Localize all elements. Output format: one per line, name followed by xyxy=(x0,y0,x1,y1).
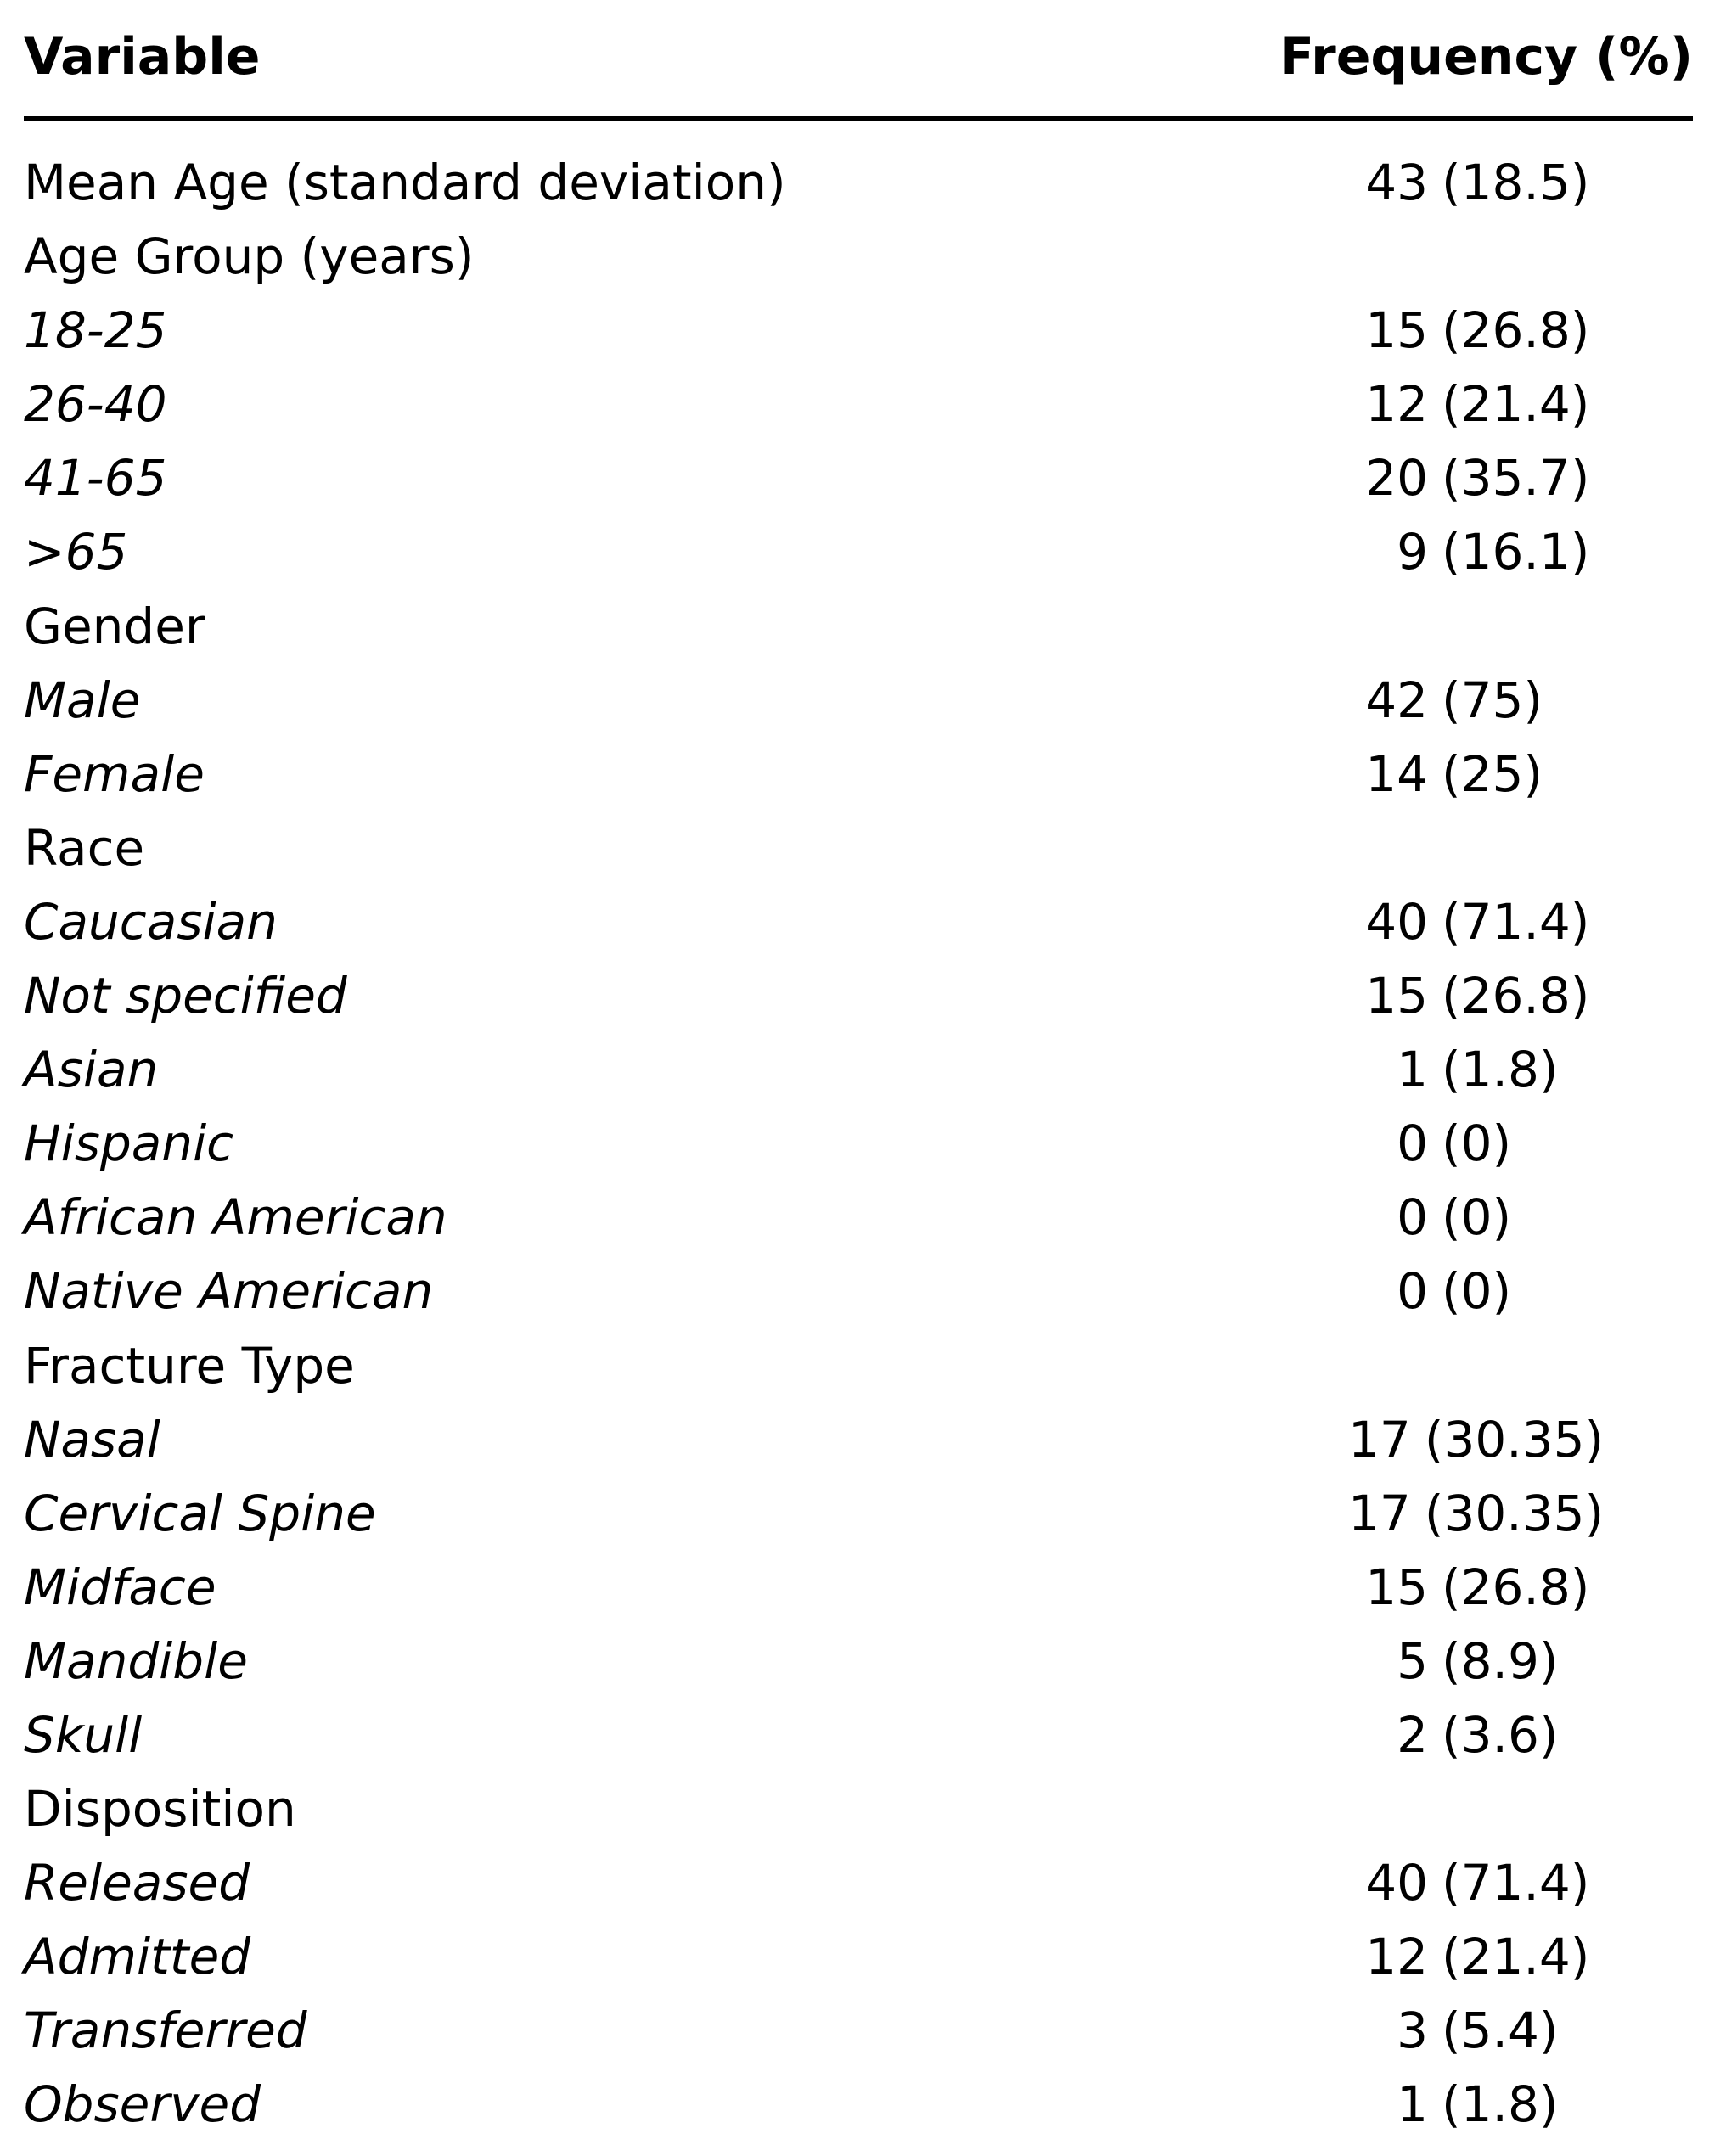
row-frequency xyxy=(1348,1107,1603,1181)
row-label: Transferred xyxy=(24,2002,307,2060)
table-row xyxy=(24,1477,1693,1551)
row-percent: (30.35) xyxy=(1424,1410,1605,1468)
table-row xyxy=(24,515,1693,589)
row-frequency xyxy=(1348,1181,1603,1255)
row-label: Skull xyxy=(24,1705,143,1764)
row-percent: (71.4) xyxy=(1442,892,1590,951)
table-row xyxy=(24,1255,1693,1328)
row-count: 14 xyxy=(1365,744,1428,803)
table-group-row xyxy=(24,220,1693,294)
row-count: 0 xyxy=(1397,1262,1428,1321)
table-row xyxy=(24,441,1693,515)
row-label: Admitted xyxy=(24,1928,251,1986)
row-frequency xyxy=(1348,1477,1603,1551)
row-count: 42 xyxy=(1365,671,1428,729)
table-row xyxy=(24,1625,1693,1698)
row-percent: (25) xyxy=(1442,744,1543,803)
row-label: Not specified xyxy=(24,967,347,1025)
row-percent: (3.6) xyxy=(1442,1705,1559,1764)
row-count: 2 xyxy=(1397,1705,1428,1764)
row-count: 15 xyxy=(1365,967,1428,1025)
row-label: African American xyxy=(24,1188,447,1247)
row-frequency xyxy=(1348,2068,1603,2142)
table-group-row xyxy=(24,1329,1693,1403)
table-group-row xyxy=(24,146,1693,220)
row-frequency xyxy=(1348,294,1603,368)
row-label: Nasal xyxy=(24,1410,160,1468)
table-group-row xyxy=(24,590,1693,664)
row-label: Cervical Spine xyxy=(24,1484,376,1542)
row-count: 1 xyxy=(1397,2075,1428,2134)
row-percent: (8.9) xyxy=(1442,1631,1559,1690)
table-row xyxy=(24,1846,1693,1920)
table-row xyxy=(24,294,1693,368)
header-variable: Variable xyxy=(24,27,261,87)
table-row xyxy=(24,885,1693,959)
row-label: Released xyxy=(24,1854,250,1912)
row-frequency xyxy=(1348,738,1603,811)
row-count: 0 xyxy=(1397,1114,1428,1173)
row-label: Female xyxy=(24,744,205,803)
row-percent: (16.1) xyxy=(1442,523,1590,581)
table-group-row xyxy=(24,811,1693,885)
row-count: 1 xyxy=(1397,1041,1428,1099)
table-body xyxy=(24,146,1693,2142)
row-label: Disposition xyxy=(24,1780,296,1839)
row-percent: (21.4) xyxy=(1442,375,1590,434)
row-percent: (5.4) xyxy=(1442,2002,1559,2060)
row-frequency xyxy=(1348,959,1603,1033)
row-frequency xyxy=(1348,146,1603,220)
row-label: Male xyxy=(24,671,141,729)
row-count: 3 xyxy=(1397,2002,1428,2060)
demographics-table xyxy=(24,0,1693,2142)
row-percent: (18.5) xyxy=(1442,154,1590,211)
row-percent: (26.8) xyxy=(1442,967,1590,1025)
row-label: Race xyxy=(24,818,145,877)
table-row xyxy=(24,1920,1693,1994)
row-percent: (1.8) xyxy=(1442,2075,1559,2134)
row-label: >65 xyxy=(24,523,128,581)
row-frequency xyxy=(1348,515,1603,589)
row-frequency xyxy=(1348,1625,1603,1698)
row-count: 15 xyxy=(1365,1558,1428,1616)
row-count: 17 xyxy=(1348,1484,1411,1542)
row-label: Mandible xyxy=(24,1631,248,1690)
row-count: 40 xyxy=(1365,892,1428,951)
table-row xyxy=(24,738,1693,811)
row-count: 15 xyxy=(1365,301,1428,360)
row-percent: (0) xyxy=(1442,1188,1512,1247)
row-label: Observed xyxy=(24,2075,261,2134)
table-row xyxy=(24,1181,1693,1255)
table-row xyxy=(24,959,1693,1033)
row-percent: (1.8) xyxy=(1442,1041,1559,1099)
row-count: 0 xyxy=(1397,1188,1428,1247)
row-label: Caucasian xyxy=(24,892,278,951)
row-count: 40 xyxy=(1365,1854,1428,1912)
table-row xyxy=(24,1107,1693,1181)
row-percent: (21.4) xyxy=(1442,1928,1590,1986)
row-frequency xyxy=(1348,664,1603,738)
table-row xyxy=(24,664,1693,738)
row-frequency xyxy=(1348,885,1603,959)
table-row xyxy=(24,1033,1693,1107)
row-frequency xyxy=(1348,1994,1603,2068)
row-percent: (71.4) xyxy=(1442,1854,1590,1912)
row-count: 20 xyxy=(1365,449,1428,508)
row-label: Mean Age (standard deviation) xyxy=(24,154,786,211)
row-percent: (26.8) xyxy=(1442,301,1590,360)
row-frequency xyxy=(1348,1846,1603,1920)
row-label: 26-40 xyxy=(24,375,167,434)
row-label: Gender xyxy=(24,597,205,655)
row-label: 18-25 xyxy=(24,301,167,360)
table-row xyxy=(24,1551,1693,1625)
table-row xyxy=(24,1698,1693,1772)
row-percent: (26.8) xyxy=(1442,1558,1590,1616)
row-percent: (0) xyxy=(1442,1114,1512,1173)
row-frequency xyxy=(1348,368,1603,441)
row-frequency xyxy=(1348,1698,1603,1772)
row-label: Asian xyxy=(24,1041,159,1099)
row-count: 12 xyxy=(1365,1928,1428,1986)
row-count: 43 xyxy=(1365,154,1428,211)
header-frequency: Frequency (%) xyxy=(1279,27,1693,87)
table-group-row xyxy=(24,1772,1693,1846)
row-label: Hispanic xyxy=(24,1114,234,1173)
row-percent: (0) xyxy=(1442,1262,1512,1321)
row-label: Native American xyxy=(24,1262,434,1321)
row-frequency xyxy=(1348,1551,1603,1625)
table-row xyxy=(24,1994,1693,2068)
row-frequency xyxy=(1348,1403,1603,1477)
row-label: Fracture Type xyxy=(24,1336,355,1395)
row-percent: (30.35) xyxy=(1424,1484,1605,1542)
row-label: Midface xyxy=(24,1558,216,1616)
table-row xyxy=(24,2068,1693,2142)
table-header xyxy=(24,0,1693,121)
row-label: 41-65 xyxy=(24,449,167,508)
row-count: 9 xyxy=(1397,523,1428,581)
row-frequency xyxy=(1348,1255,1603,1328)
row-percent: (35.7) xyxy=(1442,449,1590,508)
table-row xyxy=(24,368,1693,441)
row-count: 12 xyxy=(1365,375,1428,434)
row-count: 5 xyxy=(1397,1631,1428,1690)
row-label: Age Group (years) xyxy=(24,227,475,286)
row-frequency xyxy=(1348,441,1603,515)
row-frequency xyxy=(1348,1033,1603,1107)
row-frequency xyxy=(1348,1920,1603,1994)
row-percent: (75) xyxy=(1442,671,1543,729)
row-count: 17 xyxy=(1348,1410,1411,1468)
table-row xyxy=(24,1403,1693,1477)
